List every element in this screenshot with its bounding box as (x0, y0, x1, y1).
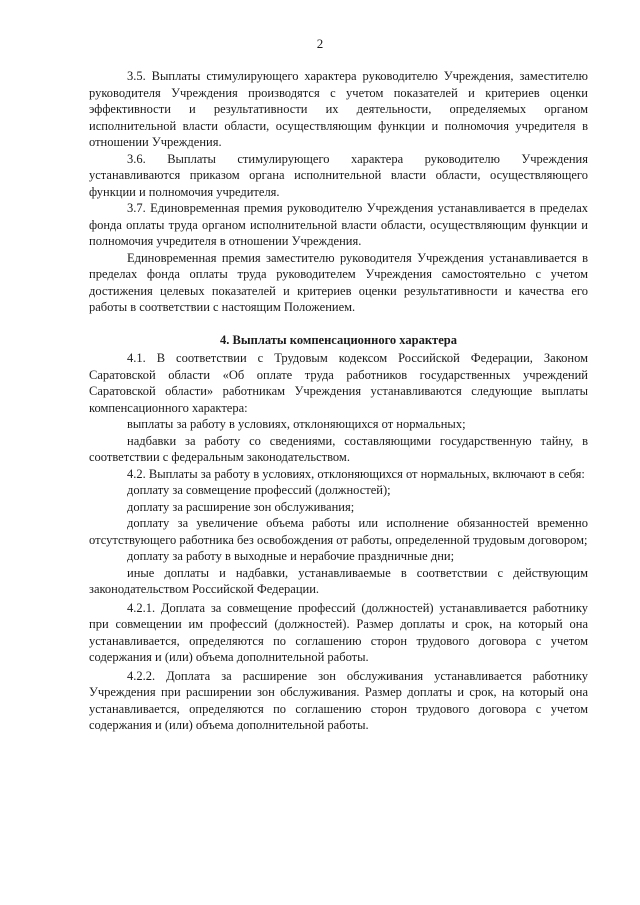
list-item: доплату за совмещение профессий (должностей); (127, 483, 391, 497)
paragraph-3-6: 3.6. Выплаты стимулирующего характера руководителю Учреждения устанавливаются приказом органа исполнительной власти области, осуществляющего функции и полномочия учредителя. (89, 151, 588, 199)
list-item: надбавки за работу со сведениями, составляющими государственную тайну, в соответствии с федеральным законодательством. (89, 433, 588, 464)
list-item: выплаты за работу в условиях, отклоняющихся от нормальных; (127, 417, 466, 431)
paragraph-3-5: 3.5. Выплаты стимулирующего характера руководителю Учреждения, заместителю руководителя Учреждения производятся с учетом показателей и критериев оценки эффективности и результативности их деятельности, определяемых органом исполнительной власти области, осуществляющим функции и полномочия учредителя в отношении Учреждения. (89, 69, 588, 149)
list-item: доплату за работу в выходные и нерабочие праздничные дни; (127, 549, 455, 563)
list-item: доплату за увеличение объема работы или исполнение обязанностей временно отсутствующего работника без освобождения от работы, определенной трудовым договором; (89, 516, 588, 547)
paragraph-4-2: 4.2. Выплаты за работу в условиях, отклоняющихся от нормальных, включают в себя: (127, 466, 585, 481)
paragraph-4-1: 4.1. В соответствии с Трудовым кодексом Российской Федерации, Законом Саратовской области «Об оплате труда работников государственных учреждений Саратовской области» работникам Учреждения устанавливаются следующие выплаты компенсационного характера: (89, 351, 588, 415)
page-number: 2 (316, 36, 324, 51)
list-item: доплату за расширение зон обслуживания; (127, 499, 355, 514)
paragraph-4-2-1: 4.2.1. Доплата за совмещение профессий (должностей) устанавливается работнику при совмещении им профессий (должностей). Размер доплаты и срок, на который она устанавливается, определяются по соглашению сторон трудового договора с учетом содержания и (или) объема дополнительной работы. (89, 600, 588, 664)
paragraph-3-7: 3.7. Единовременная премия руководителю Учреждения устанавливается в пределах фонда оплаты труда органом исполнительной власти области, осуществляющим функции и полномочия учредителя в отношении Учреждения. (89, 201, 588, 248)
paragraph-4-2-2: 4.2.2. Доплата за расширение зон обслуживания устанавливается работнику Учреждения при расширении зон обслуживания. Размер доплаты и срок, на который она устанавливается, определяются по соглашению сторон трудового договора с учетом содержания и (или) объема дополнительной работы. (89, 668, 588, 732)
document-body (89, 68, 588, 734)
paragraph-deputy-bonus: Единовременная премия заместителю руководителя Учреждения устанавливается в пределах фонда оплаты труда руководителем Учреждения самостоятельно с учетом достижения целевых показателей и критериев оценки результативности и качества его работы в соответствии с настоящим Положением. (89, 250, 588, 314)
list-item: иные доплаты и надбавки, устанавливаемые в соответствии с действующим законодательством Российской Федерации. (89, 565, 588, 596)
section-heading: 4. Выплаты компенсационного характера (220, 332, 457, 347)
